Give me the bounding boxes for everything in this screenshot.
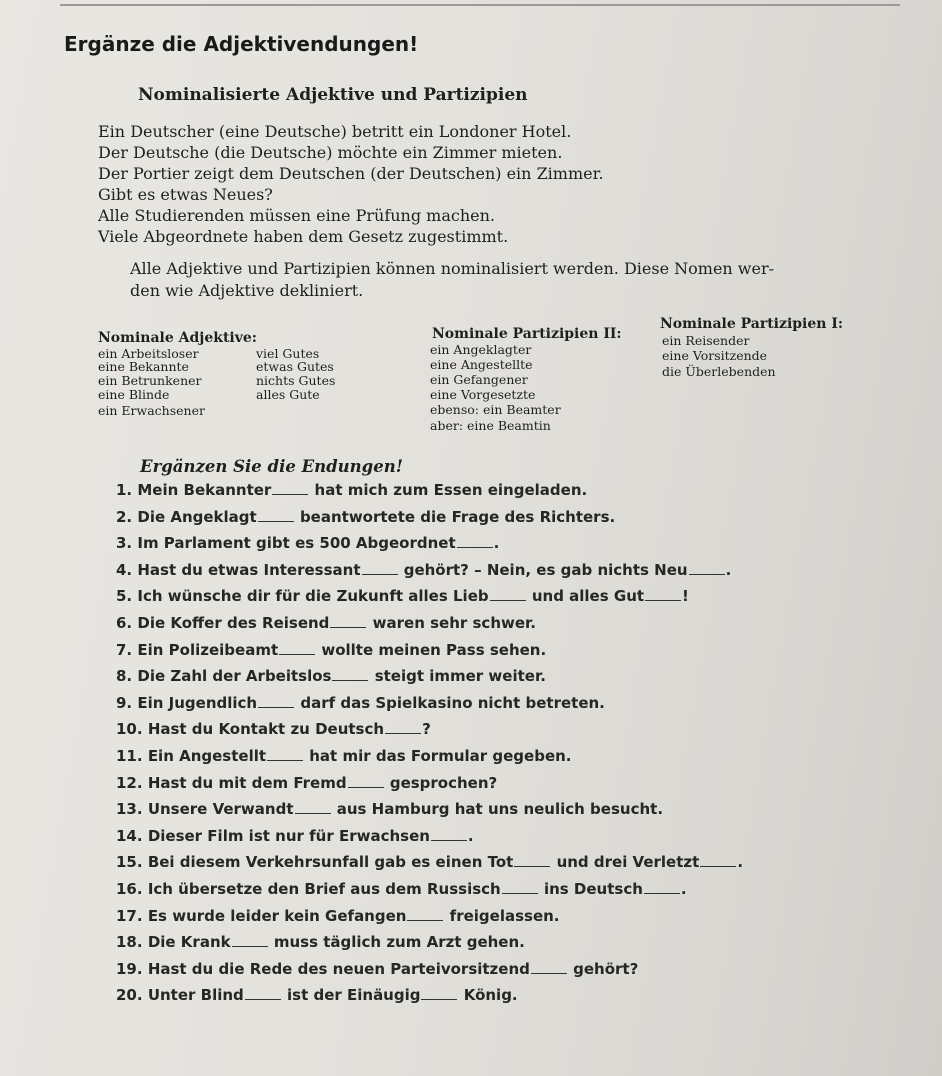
- blank-field[interactable]: [457, 533, 493, 548]
- exercise-text: beantwortete die Frage des Richters.: [294, 507, 616, 526]
- exercise-text: Die Krank: [147, 933, 231, 952]
- exercise-text: Hast du Kontakt zu Deutsch: [147, 720, 385, 739]
- exercise-number: 6.: [116, 613, 133, 632]
- blank-field[interactable]: [362, 560, 398, 575]
- exercise-text: Ich übersetze den Brief aus dem Russisch: [147, 879, 501, 898]
- partizip2-item: ein Angeklagter: [430, 342, 532, 357]
- blank-field[interactable]: [258, 507, 294, 522]
- blank-field[interactable]: [431, 826, 467, 841]
- example-line: Alle Studierenden müssen eine Prüfung machen.: [98, 206, 496, 225]
- exercise-text: Hast du etwas Interessant: [137, 560, 361, 579]
- exercise-number: 3.: [116, 534, 133, 553]
- partizip2-item: eine Vorgesetzte: [430, 387, 536, 402]
- exercise-item: [116, 823, 743, 850]
- exercise-item: [116, 982, 743, 1009]
- exercise-text: Es wurde leider kein Gefangen: [147, 906, 407, 925]
- exercise-text: .: [493, 534, 500, 553]
- exercise-text: freigelassen.: [444, 906, 560, 925]
- blank-field[interactable]: [689, 560, 725, 575]
- exercise-item: [116, 637, 743, 664]
- example-line: Der Deutsche (die Deutsche) möchte ein Zimmer mieten.: [98, 143, 563, 162]
- exercise-item: [116, 557, 743, 584]
- exercise-text: König.: [458, 986, 518, 1005]
- exercise-item: [116, 530, 743, 557]
- top-rule: [60, 4, 900, 6]
- exercise-number: 15.: [116, 853, 143, 872]
- exercise-text: und alles Gut: [526, 587, 645, 606]
- intro-line: den wie Adjektive dekliniert.: [130, 281, 364, 300]
- adjektive-item: viel Gutes: [256, 346, 320, 361]
- example-line: Der Portier zeigt dem Deutschen (der Deutschen) ein Zimmer.: [98, 164, 604, 183]
- partizip2-item: ein Gefangener: [430, 372, 528, 387]
- exercise-text: Ein Angestellt: [147, 746, 267, 765]
- exercise-text: Die Zahl der Arbeitslos: [137, 667, 332, 686]
- partizip1-item: die Überlebenden: [662, 364, 776, 379]
- exercise-text: .: [467, 826, 474, 845]
- example-line: Viele Abgeordnete haben dem Gesetz zugestimmt.: [98, 227, 509, 246]
- blank-field[interactable]: [272, 480, 308, 495]
- exercise-text: aus Hamburg hat uns neulich besucht.: [331, 800, 664, 819]
- adjektive-item: eine Blinde: [98, 387, 170, 402]
- exercise-item: [116, 956, 743, 983]
- blank-field[interactable]: [267, 746, 303, 761]
- adjektive-item: eine Bekannte: [98, 359, 189, 374]
- blank-field[interactable]: [330, 613, 366, 628]
- exercise-text: gehört? – Nein, es gab nichts Neu: [398, 560, 688, 579]
- exercise-text: .: [737, 853, 744, 872]
- exercise-text: hat mir das Formular gegeben.: [304, 746, 572, 765]
- adjektive-item: ein Arbeitsloser: [98, 346, 199, 361]
- exercise-item: [116, 796, 743, 823]
- blank-field[interactable]: [700, 852, 736, 867]
- exercise-item: [116, 663, 743, 690]
- exercise-text: Unter Blind: [147, 986, 244, 1005]
- intro-paragraph: [130, 258, 774, 302]
- exercise-text: .: [680, 879, 687, 898]
- exercise-number: 11.: [116, 746, 143, 765]
- exercise-number: 13.: [116, 800, 143, 819]
- exercise-item: [116, 929, 743, 956]
- exercise-text: ins Deutsch: [538, 879, 643, 898]
- exercise-text: Bei diesem Verkehrsunfall gab es einen Tot: [147, 853, 514, 872]
- exercise-number: 18.: [116, 933, 143, 952]
- exercise-number: 5.: [116, 587, 133, 606]
- example-sentences: [98, 121, 604, 247]
- partizip1-item: ein Reisender: [662, 333, 750, 348]
- exercise-heading: Ergänzen Sie die Endungen!: [140, 457, 403, 476]
- exercise-item: [116, 477, 743, 504]
- exercise-text: Hast du mit dem Fremd: [147, 773, 347, 792]
- exercise-number: 2.: [116, 507, 133, 526]
- blank-field[interactable]: [385, 719, 421, 734]
- exercise-item: [116, 690, 743, 717]
- blank-field[interactable]: [531, 959, 567, 974]
- exercise-number: 7.: [116, 640, 133, 659]
- blank-field[interactable]: [348, 773, 384, 788]
- exercise-item: [116, 849, 743, 876]
- page-title: Ergänze die Adjektivendungen!: [64, 32, 419, 56]
- blank-field[interactable]: [490, 586, 526, 601]
- blank-field[interactable]: [502, 879, 538, 894]
- exercise-item: [116, 743, 743, 770]
- blank-field[interactable]: [245, 985, 281, 1000]
- exercise-text: Hast du die Rede des neuen Parteivorsitzend: [147, 959, 530, 978]
- partizip1-item: eine Vorsitzende: [662, 348, 768, 363]
- exercise-item: [116, 903, 743, 930]
- exercise-text: steigt immer weiter.: [369, 667, 546, 686]
- partizip1-heading: Nominale Partizipien I:: [660, 316, 844, 332]
- intro-line: Alle Adjektive und Partizipien können nominalisiert werden. Diese Nomen wer-: [130, 259, 775, 278]
- exercise-number: 10.: [116, 720, 143, 739]
- exercise-text: Dieser Film ist nur für Erwachsen: [147, 826, 430, 845]
- blank-field[interactable]: [644, 879, 680, 894]
- exercise-text: darf das Spielkasino nicht betreten.: [295, 693, 605, 712]
- exercise-number: 17.: [116, 906, 143, 925]
- exercise-text: Ein Jugendlich: [137, 693, 258, 712]
- exercise-number: 14.: [116, 826, 143, 845]
- partizip2-item: eine Angestellte: [430, 357, 533, 372]
- exercise-item: [116, 716, 743, 743]
- exercise-text: ist der Einäugig: [281, 986, 421, 1005]
- exercise-text: ?: [422, 720, 431, 739]
- example-line: Ein Deutscher (eine Deutsche) betritt ein Londoner Hotel.: [98, 122, 572, 141]
- section-subtitle: Nominalisierte Adjektive und Partizipien: [138, 85, 528, 105]
- exercise-number: 1.: [116, 481, 133, 499]
- exercise-number: 8.: [116, 667, 133, 686]
- exercise-number: 19.: [116, 959, 143, 978]
- blank-field[interactable]: [332, 666, 368, 681]
- adjektive-item: nichts Gutes: [256, 373, 336, 388]
- exercise-text: waren sehr schwer.: [367, 613, 536, 632]
- blank-field[interactable]: [258, 693, 294, 708]
- exercise-text: Unsere Verwandt: [147, 800, 294, 819]
- blank-field[interactable]: [645, 586, 681, 601]
- exercise-item: [116, 770, 743, 797]
- exercise-list: [116, 477, 743, 1009]
- exercise-text: hat mich zum Essen eingeladen.: [309, 481, 588, 499]
- blank-field[interactable]: [421, 985, 457, 1000]
- partizip2-heading: Nominale Partizipien II:: [432, 326, 622, 342]
- partizip2-item: ebenso: ein Beamter: [430, 402, 561, 417]
- adjektive-item: ein Erwachsener: [98, 403, 205, 418]
- exercise-item: [116, 583, 743, 610]
- exercise-number: 4.: [116, 560, 133, 579]
- exercise-text: Die Koffer des Reisend: [137, 613, 330, 632]
- exercise-text: .: [725, 560, 732, 579]
- exercise-text: Ein Polizeibeamt: [137, 640, 279, 659]
- blank-field[interactable]: [514, 852, 550, 867]
- exercise-text: !: [682, 587, 689, 606]
- exercise-text: gehört?: [567, 959, 639, 978]
- example-line: Gibt es etwas Neues?: [98, 185, 273, 204]
- exercise-text: Die Angeklagt: [137, 507, 257, 526]
- exercise-number: 12.: [116, 773, 143, 792]
- exercise-text: gesprochen?: [384, 773, 498, 792]
- adjektive-heading: Nominale Adjektive:: [98, 330, 257, 346]
- exercise-number: 9.: [116, 693, 133, 712]
- blank-field[interactable]: [232, 932, 268, 947]
- blank-field[interactable]: [295, 799, 331, 814]
- exercise-text: Im Parlament gibt es 500 Abgeordnet: [137, 534, 456, 553]
- adjektive-item: alles Gute: [256, 387, 320, 402]
- adjektive-item: etwas Gutes: [256, 359, 334, 374]
- exercise-item: [116, 876, 743, 903]
- blank-field[interactable]: [407, 906, 443, 921]
- partizip2-item: aber: eine Beamtin: [430, 418, 551, 433]
- exercise-item: [116, 504, 743, 531]
- exercise-text: muss täglich zum Arzt gehen.: [268, 933, 525, 952]
- exercise-text: Ich wünsche dir für die Zukunft alles Lieb: [137, 587, 489, 606]
- exercise-number: 16.: [116, 879, 143, 898]
- exercise-text: wollte meinen Pass sehen.: [316, 640, 547, 659]
- adjektive-item: ein Betrunkener: [98, 373, 202, 388]
- blank-field[interactable]: [279, 640, 315, 655]
- exercise-item: [116, 610, 743, 637]
- exercise-number: 20.: [116, 986, 143, 1005]
- exercise-text: Mein Bekannter: [137, 481, 272, 499]
- exercise-text: und drei Verletzt: [551, 853, 700, 872]
